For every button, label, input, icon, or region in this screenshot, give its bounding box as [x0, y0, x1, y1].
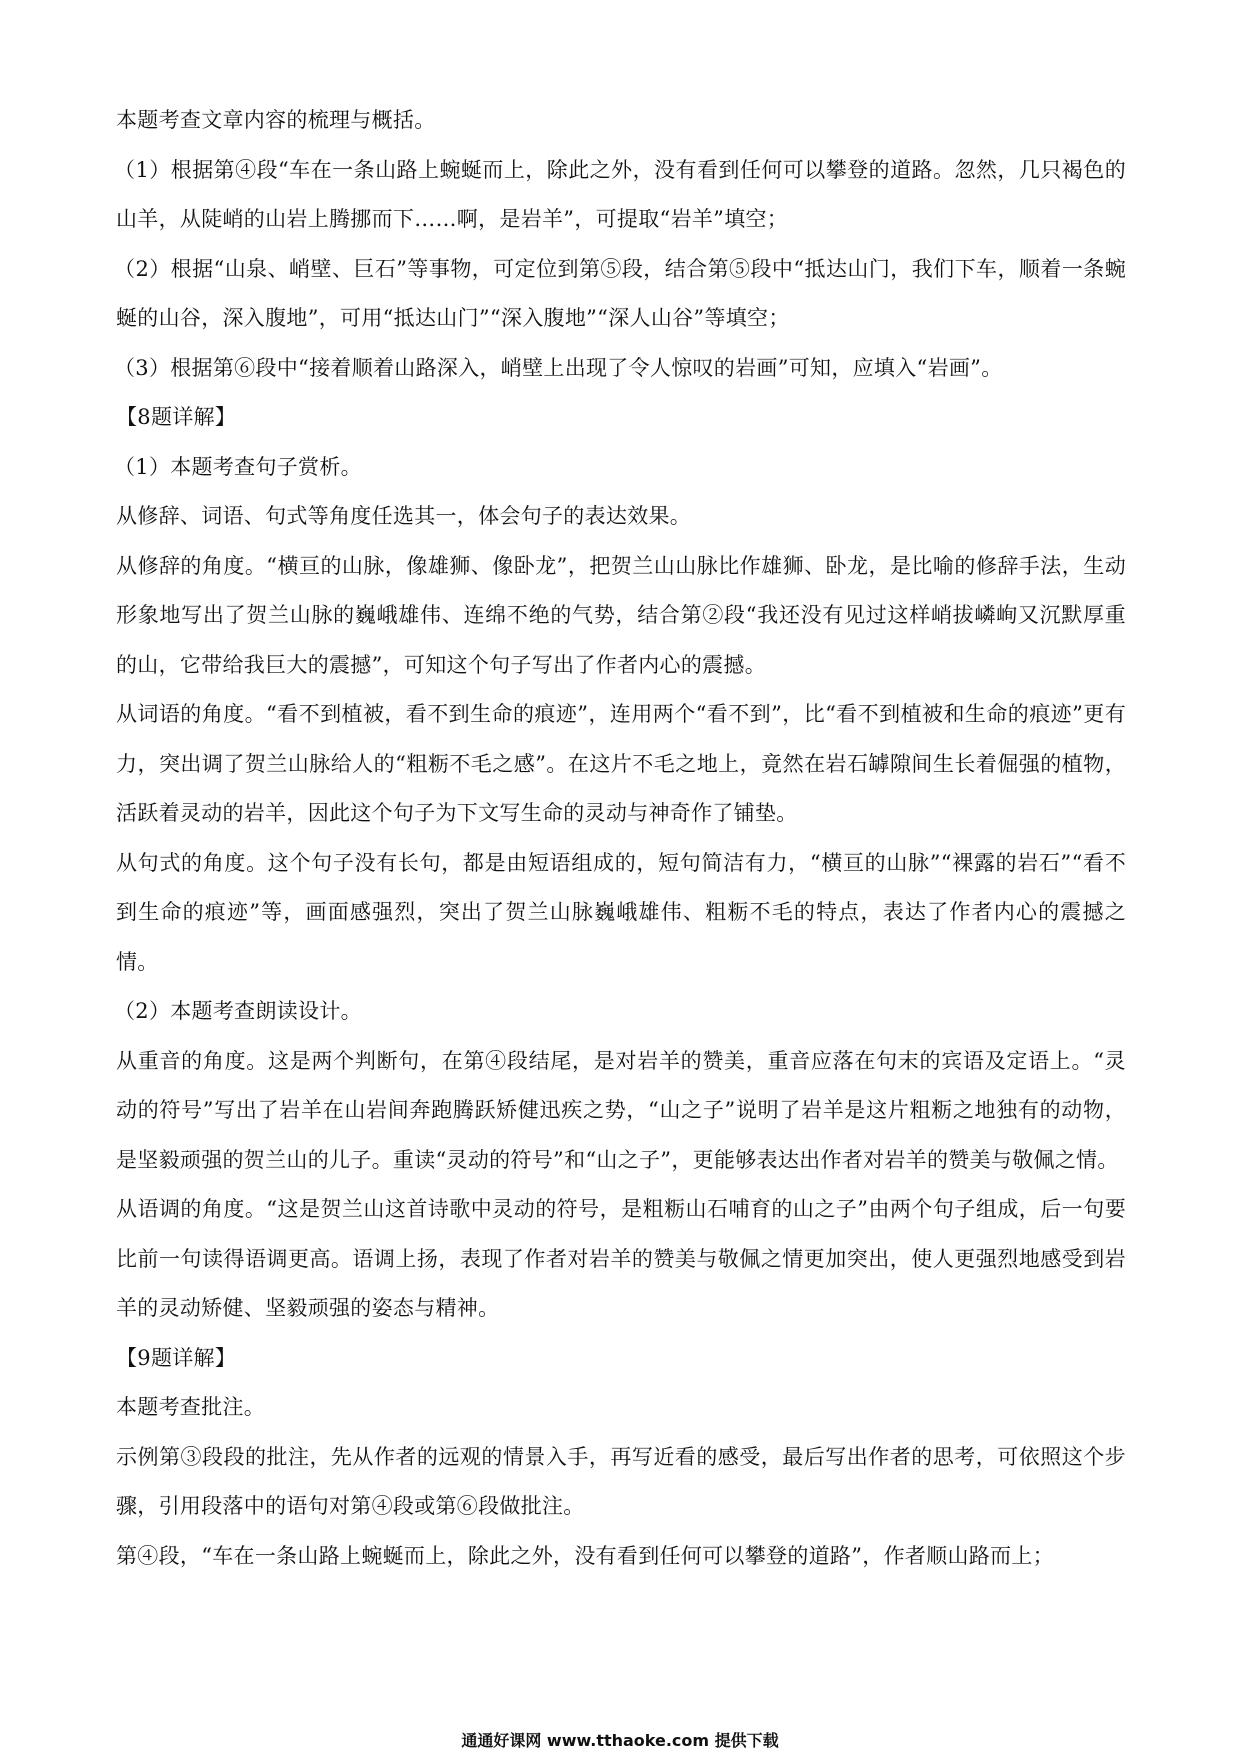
paragraph-q9-annotation: 第④段，“车在一条山路上蜿蜒而上，除此之外，没有看到任何可以攀登的道路”，作者顺山路而上；: [116, 1543, 1054, 1568]
paragraph-q7-part3: （3）根据第⑥段中“接着顺着山路深入，峭壁上出现了令人惊叹的岩画”可知，应填入“岩画”。: [114, 355, 1003, 380]
paragraph-q7-part1: （1）根据第④段“车在一条山路上蜿蜒而上，除此之外，没有看到任何可以攀登的道路。忽然，几只褐色的山羊，从陡峭的山岩上腾挪而下……啊，是岩羊”，可提取“岩羊”填空；: [114, 157, 1126, 231]
paragraph-q9-example: 示例第③段段的批注，先从作者的远观的情景入手，再写近看的感受，最后写出作者的思考，可依照这个步骤，引用段落中的语句对第④段或第⑥段做批注。: [116, 1444, 1126, 1518]
document-body: [116, 96, 1126, 1581]
paragraph-q8-instruction: 从修辞、词语、句式等角度任选其一，体会句子的表达效果。: [116, 504, 692, 528]
paragraph-summary-intro: 本题考查文章内容的梳理与概括。: [116, 108, 436, 132]
heading-q9-explanation: 【9题详解】: [116, 1345, 237, 1370]
page-footer: 通通好课网 www.tthaoke.com 提供下载: [461, 1731, 779, 1750]
paragraph-q7-part2: （2）根据“山泉、峭壁、巨石”等事物，可定位到第⑤段，结合第⑤段中“抵达山门，我们下车，顺着一条蜿蜒的山谷，深入腹地”，可用“抵达山门”“深入腹地”“深人山谷”等填空；: [114, 256, 1126, 330]
paragraph-q8-part2-title: （2）本题考查朗读设计。: [114, 999, 362, 1023]
paragraph-q8-wording: 从词语的角度。“看不到植被，看不到生命的痕迹”，连用两个“看不到”，比“看不到植被和生命的痕迹”更有力，突出调了贺兰山脉给人的“粗粝不毛之感”。在这片不毛之地上，竟然在岩石罅隙间生长着倔强的植物，活跃着灵动的岩羊，因此这个句子为下文写生命的灵动与神奇作了铺垫。: [116, 702, 1126, 825]
paragraph-q8-rhetoric: 从修辞的角度。“横亘的山脉，像雄狮、像卧龙”，把贺兰山山脉比作雄狮、卧龙，是比喻的修辞手法，生动形象地写出了贺兰山脉的巍峨雄伟、连绵不绝的气势，结合第②段“我还没有见过这样峭拔嶙峋又沉默厚重的山，它带给我巨大的震撼”，可知这个句子写出了作者内心的震撼。: [116, 553, 1126, 677]
paragraph-q8-stress: 从重音的角度。这是两个判断句，在第④段结尾，是对岩羊的赞美，重音应落在句末的宾语及定语上。“灵动的符号”写出了岩羊在山岩间奔跑腾跃矫健迅疾之势，“山之子”说明了岩羊是这片粗粝之地独有的动物，是坚毅顽强的贺兰山的儿子。重读“灵动的符号”和“山之子”，更能够表达出作者对岩羊的赞美与敬佩之情。: [116, 1048, 1126, 1172]
paragraph-q9-topic: 本题考查批注。: [116, 1395, 266, 1419]
paragraph-q8-intonation: 从语调的角度。“这是贺兰山这首诗歌中灵动的符号，是粗粝山石哺育的山之子”由两个句子组成，后一句要比前一句读得语调更高。语调上扬，表现了作者对岩羊的赞美与敬佩之情更加突出，使人更强烈地感受到岩羊的灵动矫健、坚毅顽强的姿态与精神。: [116, 1197, 1126, 1320]
paragraph-q8-part1-title: （1）本题考查句子赏析。: [114, 454, 362, 479]
heading-q8-explanation: 【8题详解】: [116, 405, 237, 429]
paragraph-q8-sentence-pattern: 从句式的角度。这个句子没有长句，都是由短语组成的，短句简洁有力，“横亘的山脉”“裸露的岩石”“看不到生命的痕迹”等，画面感强烈，突出了贺兰山脉巍峨雄伟、粗粝不毛的特点，表达了作者内心的震撼之情。: [116, 850, 1126, 974]
